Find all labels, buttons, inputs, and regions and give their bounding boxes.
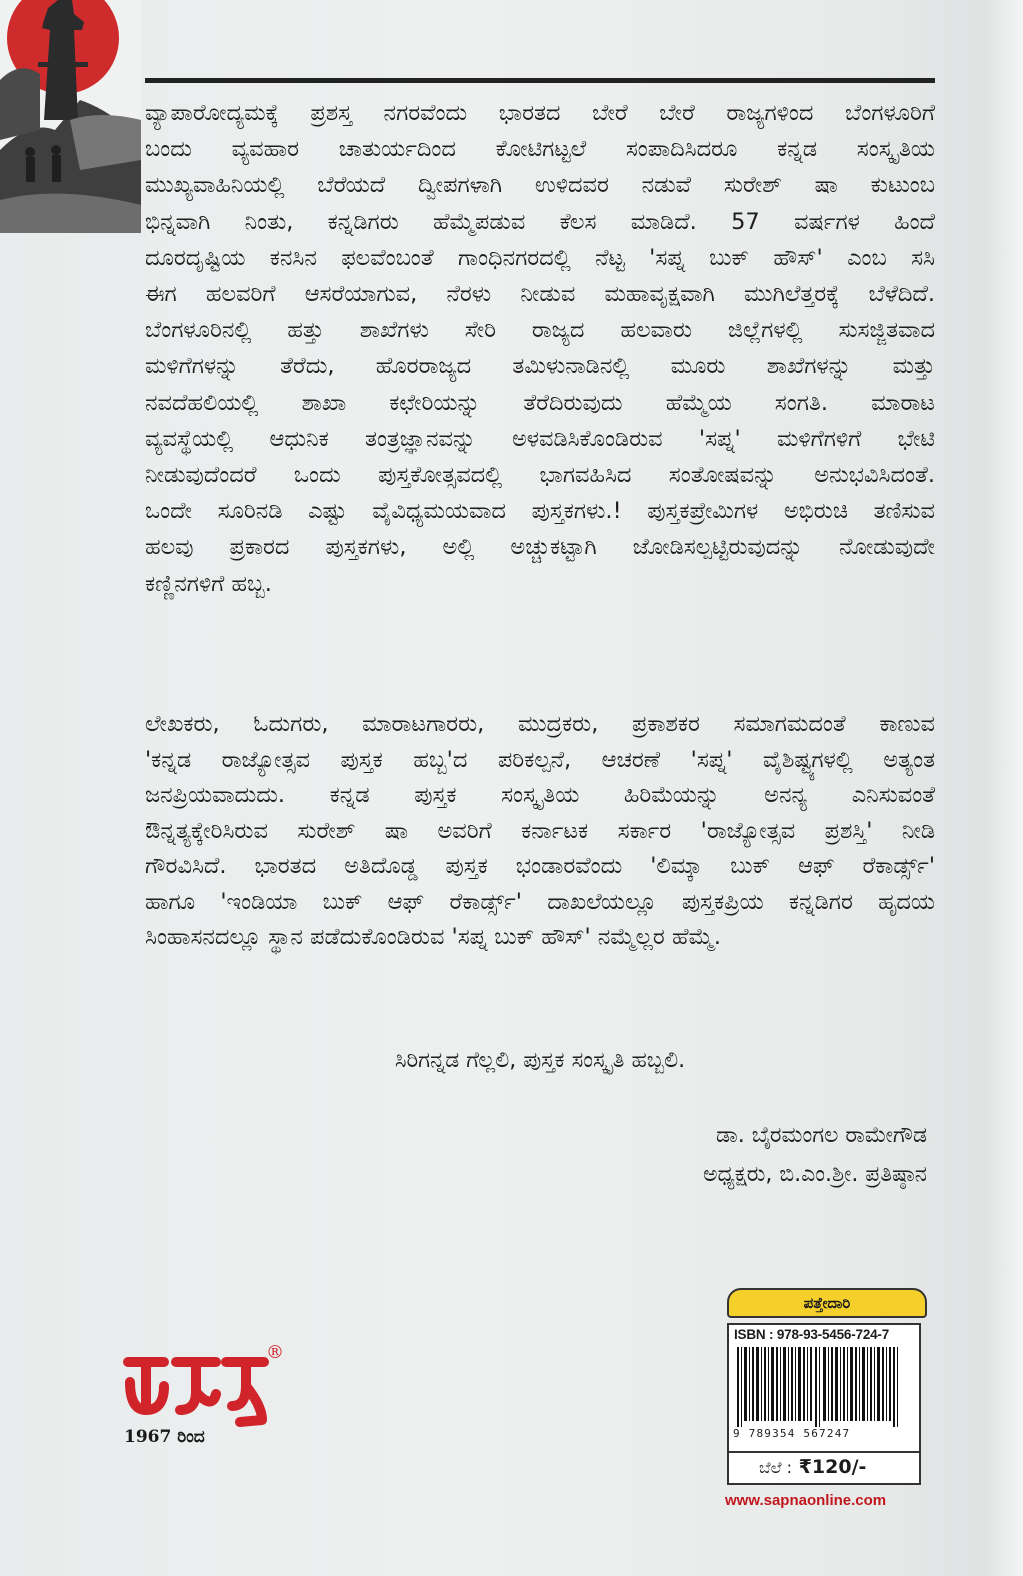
registered-trademark-mark: ® bbox=[266, 1342, 284, 1363]
paragraph-line: ಮುಖ್ಯವಾಹಿನಿಯಲ್ಲಿ ಬೆರೆಯದೆ ದ್ವೀಪಗಳಾಗಿ ಉಳಿದವರ ನಡುವೆ ಸುರೇಶ್ ಷಾ ಕುಟುಂಬ bbox=[145, 172, 935, 199]
paragraph-line: ಮಳಿಗೆಗಳನ್ನು ತೆರೆದು, ಹೊರರಾಜ್ಯದ ತಮಿಳುನಾಡಿನಲ್ಲಿ ಮೂರು ಶಾಖೆಗಳನ್ನು ಮತ್ತು bbox=[145, 353, 935, 380]
paragraph-line: ನವದೆಹಲಿಯಲ್ಲಿ ಶಾಖಾ ಕಛೇರಿಯನ್ನು ತೆರೆದಿರುವುದು ಹೆಮ್ಮೆಯ ಸಂಗತಿ. ಮಾರಾಟ bbox=[145, 389, 935, 416]
barcode-graphic bbox=[737, 1347, 913, 1427]
lighthouse-silhouette-illustration bbox=[0, 0, 141, 233]
paragraph-line: ವ್ಯಾಪಾರೋದ್ಯಮಕ್ಕೆ ಪ್ರಶಸ್ತ ನಗರವೆಂದು ಭಾರತದ ಬೇರೆ ಬೇರೆ ರಾಜ್ಯಗಳಿಂದ ಬೆಂಗಳೂರಿಗೆ bbox=[145, 100, 935, 126]
paragraph-line: ಸಿಂಹಾಸನದಲ್ಲೂ ಸ್ಥಾನ ಪಡೆದುಕೊಂಡಿರುವ 'ಸಪ್ನ ಬುಕ್ ಹೌಸ್' ನಮ್ಮೆಲ್ಲರ ಹೆಮ್ಮೆ. bbox=[145, 924, 721, 950]
paragraph-line: ಒಂದೇ ಸೂರಿನಡಿ ಎಷ್ಟು ವೈವಿಧ್ಯಮಯವಾದ ಪುಸ್ತಕಗಳು.! ಪುಸ್ತಕಪ್ರೇಮಿಗಳ ಅಭಿರುಚಿ ತಣಿಸುವ bbox=[145, 498, 935, 525]
intro-paragraph bbox=[145, 95, 935, 602]
motto-line: ಸಿರಿಗನ್ನಡ ಗೆಲ್ಲಲಿ, ಪುಸ್ತಕ ಸಂಸ್ಕೃತಿ ಹಬ್ಬಲಿ. bbox=[394, 1048, 686, 1073]
paragraph-line: ಈಗ ಹಲವರಿಗೆ ಆಸರೆಯಾಗುವ, ನೆರಳು ನೀಡುವ ಮಹಾವೃಕ್ಷವಾಗಿ ಮುಗಿಲೆತ್ತರಕ್ಕೆ ಬೆಳೆದಿದೆ. bbox=[145, 281, 935, 308]
paragraph-line: ಗೌರವಿಸಿದೆ. ಭಾರತದ ಅತಿದೊಡ್ಡ ಪುಸ್ತಕ ಭಂಡಾರವೆಂದು 'ಲಿಮ್ಕಾ ಬುಕ್ ಆಫ್ ರೆಕಾರ್ಡ್ಸ್' bbox=[145, 853, 935, 879]
isbn-number: ISBN : 978-93-5456-724-7 bbox=[734, 1327, 890, 1342]
publisher-logo bbox=[120, 1340, 295, 1455]
paragraph-line: ಭಿನ್ನವಾಗಿ ನಿಂತು, ಕನ್ನಡಿಗರು ಹೆಮ್ಮೆಪಡುವ ಕೆಲಸ ಮಾಡಿದೆ. 57 ವರ್ಷಗಳ ಹಿಂದೆ bbox=[145, 208, 935, 235]
paragraph-line: 'ಕನ್ನಡ ರಾಜ್ಯೋತ್ಸವ ಪುಸ್ತಕ ಹಬ್ಬ'ದ ಪರಿಕಲ್ಪನೆ, ಆಚರಣೆ 'ಸಪ್ನ' ವೈಶಿಷ್ಟ್ಯಗಳಲ್ಲಿ ಅತ್ಯಂತ bbox=[145, 746, 935, 773]
paragraph-line: ವ್ಯವಸ್ಥೆಯಲ್ಲಿ ಆಧುನಿಕ ತಂತ್ರಜ್ಞಾನವನ್ನು ಅಳವಡಿಸಿಕೊಂಡಿರುವ 'ಸಪ್ನ' ಮಳಿಗೆಗಳಿಗೆ ಭೇಟಿ bbox=[145, 425, 935, 452]
paragraph-line: ಹಲವು ಪ್ರಕಾರದ ಪುಸ್ತಕಗಳು, ಅಲ್ಲಿ ಅಚ್ಚುಕಟ್ಟಾಗಿ ಜೋಡಿಸಲ್ಪಟ್ಟಿರುವುದನ್ನು ನೋಡುವುದೇ bbox=[145, 534, 935, 561]
signatory-name: ಡಾ. ಬೈರಮಂಗಲ ರಾಮೇಗೌಡ bbox=[715, 1123, 927, 1148]
logo-since-year: 1967 ರಿಂದ bbox=[124, 1427, 205, 1447]
paragraph-line: ಹಾಗೂ 'ಇಂಡಿಯಾ ಬುಕ್ ಆಫ್ ರೆಕಾರ್ಡ್ಸ್' ದಾಖಲೆಯಲ್ಲೂ ಪುಸ್ತಕಪ್ರಿಯ ಕನ್ನಡಿಗರ ಹೃದಯ bbox=[145, 888, 935, 915]
paragraph-line: ಔನ್ನತ್ಯಕ್ಕೇರಿಸಿರುವ ಸುರೇಶ್ ಷಾ ಅವರಿಗೆ ಕರ್ನಾಟಕ ಸರ್ಕಾರ 'ರಾಜ್ಯೋತ್ಸವ ಪ್ರಶಸ್ತಿ' ನೀಡಿ bbox=[145, 817, 935, 844]
price-tag bbox=[759, 1456, 866, 1478]
top-divider-rule bbox=[145, 78, 935, 83]
publisher-website: www.sapnaonline.com bbox=[725, 1492, 887, 1509]
paragraph-line: ಲೇಖಕರು, ಓದುಗರು, ಮಾರಾಟಗಾರರು, ಮುದ್ರಕರು, ಪ್ರಕಾಶಕರ ಸಮಾಗಮದಂತೆ ಕಾಣುವ bbox=[145, 711, 935, 737]
paragraph-line: ಬಂದು ವ್ಯವಹಾರ ಚಾತುರ್ಯದಿಂದ ಕೋಟಿಗಟ್ಟಲೆ ಸಂಪಾದಿಸಿದರೂ ಕನ್ನಡ ಸಂಸ್ಕೃತಿಯ bbox=[145, 136, 935, 163]
sapna-wordmark-logo bbox=[120, 1340, 270, 1428]
price-row bbox=[729, 1451, 919, 1485]
genre-label: ಪತ್ತೇದಾರಿ bbox=[727, 1288, 927, 1318]
signatory-designation: ಅಧ್ಯಕ್ಷರು, ಬಿ.ಎಂ.ಶ್ರೀ. ಪ್ರತಿಷ್ಠಾನ bbox=[703, 1162, 927, 1187]
barcode-number: 9 789354 567247 bbox=[733, 1427, 851, 1440]
second-paragraph bbox=[145, 707, 935, 956]
paragraph-line: ಕಣ್ಣಿನಗಳಿಗೆ ಹಬ್ಬ. bbox=[145, 570, 272, 597]
paragraph-line: ಜನಪ್ರಿಯವಾದುದು. ಕನ್ನಡ ಪುಸ್ತಕ ಸಂಸ್ಕೃತಿಯ ಹಿರಿಮೆಯನ್ನು ಅನನ್ಯ ಎನಿಸುವಂತೆ bbox=[145, 782, 935, 808]
paragraph-line: ನೀಡುವುದೆಂದರೆ ಒಂದು ಪುಸ್ತಕೋತ್ಸವದಲ್ಲಿ ಭಾಗವಹಿಸಿದ ಸಂತೋಷವನ್ನು ಅನುಭವಿಸಿದಂತೆ. bbox=[145, 462, 935, 489]
isbn-barcode-box bbox=[727, 1323, 921, 1485]
price-value: ₹120/- bbox=[798, 1456, 867, 1478]
cover-art-thumbnail bbox=[0, 0, 141, 233]
paragraph-line: ಬೆಂಗಳೂರಿನಲ್ಲಿ ಹತ್ತು ಶಾಖೆಗಳು ಸೇರಿ ರಾಜ್ಯದ ಹಲವಾರು ಜಿಲ್ಲೆಗಳಲ್ಲಿ ಸುಸಜ್ಜಿತವಾದ bbox=[145, 317, 935, 344]
price-label: ಬೆಲೆ : bbox=[759, 1458, 793, 1477]
paragraph-line: ದೂರದೃಷ್ಟಿಯ ಕನಸಿನ ಫಲವೆಂಬಂತೆ ಗಾಂಧಿನಗರದಲ್ಲಿ ನೆಟ್ಟ 'ಸಪ್ನ ಬುಕ್ ಹೌಸ್' ಎಂಬ ಸಸಿ bbox=[145, 244, 935, 271]
